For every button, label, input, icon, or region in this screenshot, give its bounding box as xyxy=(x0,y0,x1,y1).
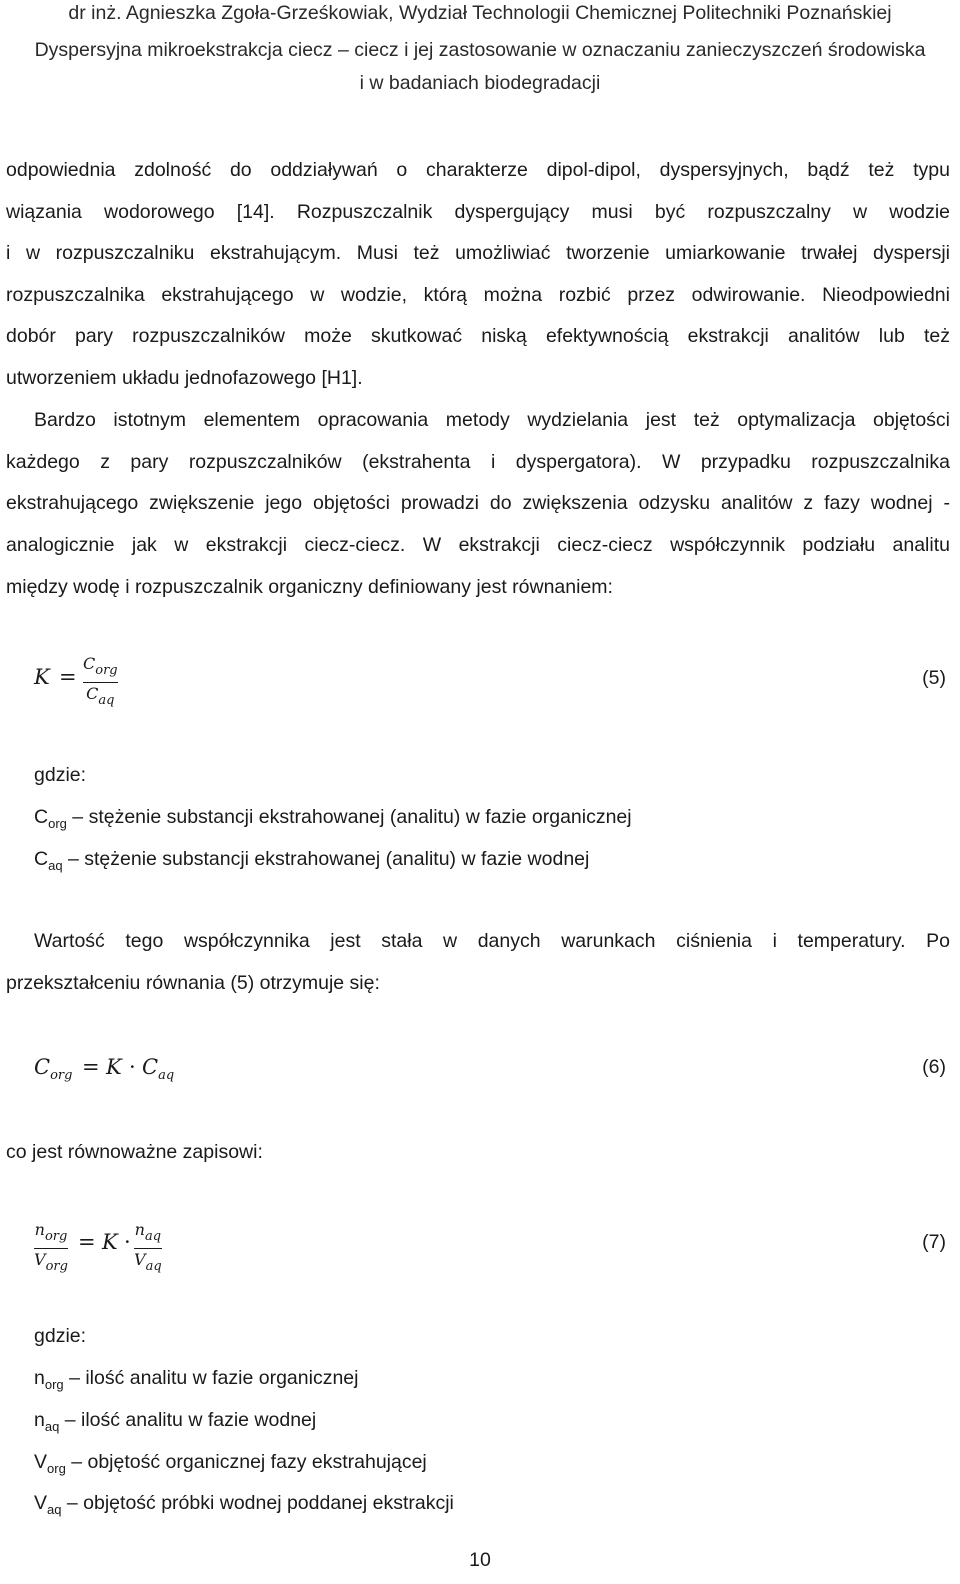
paragraph-line: każdego z pary rozpuszczalników (ekstrahenta i dyspergatora). W przypadku rozpuszczalnika xyxy=(6,451,950,473)
paragraph-line: Bardzo istotnym elementem opracowania metody wydzielania jest też optymalizacja objętości xyxy=(34,409,950,431)
where-label: gdzie: xyxy=(34,764,87,786)
paragraph-line: i w rozpuszczalniku ekstrahującym. Musi też umożliwiać tworzenie umiarkowanie trwałej dyspersji xyxy=(6,242,950,264)
eq5-fraction xyxy=(83,654,118,711)
eq6-lhs: $C_{org}$ xyxy=(34,1055,73,1083)
eq7-dot: · xyxy=(124,1230,131,1254)
equation-number-7: (7) xyxy=(922,1231,946,1253)
eq7-equals: = xyxy=(78,1230,96,1254)
paragraph-line: między wodę i rozpuszczalnik organiczny definiowany jest równaniem: xyxy=(6,576,613,598)
eq5-denominator: $C_{aq}$ xyxy=(86,684,115,708)
eq7-right-fraction: $n_{aq}$ $V_{aq}$ xyxy=(134,1220,162,1274)
fraction-bar xyxy=(34,1248,68,1249)
eq7-left-fraction: $n_{org}$ $V_{org}$ xyxy=(34,1220,68,1274)
paragraph-line: wiązania wodorowego [14]. Rozpuszczalnik dyspergujący musi być rozpuszczalny w wodzie xyxy=(6,201,950,223)
paragraph-line: co jest równoważne zapisowi: xyxy=(6,1141,263,1163)
paragraph-line: dobór pary rozpuszczalników może skutkować niską efektywnością ekstrakcji analitów lub też xyxy=(6,325,950,347)
page-number: 10 xyxy=(469,1549,491,1571)
running-header-title-cont: i w badaniach biodegradacji xyxy=(359,72,601,94)
eq5-numerator: $C_{org}$ xyxy=(83,654,118,678)
running-header-author: dr inż. Agnieszka Zgoła-Grześkowiak, Wydział Technologii Chemicznej Politechniki Poznańskiej xyxy=(68,2,892,24)
eq6-equals: = xyxy=(82,1055,100,1079)
equation-number-6: (6) xyxy=(922,1056,946,1078)
eq6-k: K xyxy=(106,1055,122,1079)
definition-c-org: $C_{org}$ – stężenie substancji ekstrahowanej (analitu) w fazie organicznej xyxy=(34,806,632,831)
where-label: gdzie: xyxy=(34,1325,87,1347)
paragraph-line: utworzeniem układu jednofazowego [H1]. xyxy=(6,367,363,389)
paragraph-line: przekształceniu równania (5) otrzymuje się: xyxy=(6,972,380,994)
fraction-bar xyxy=(83,682,118,683)
fraction-bar xyxy=(134,1248,162,1249)
definition-v-aq: $V_{aq}$ – objętość próbki wodnej poddanej ekstrakcji xyxy=(34,1492,454,1517)
running-header-title: Dyspersyjna mikroekstrakcja ciecz – ciecz i jej zastosowanie w oznaczaniu zanieczyszczeń środowiska xyxy=(34,39,926,61)
eq5-symbol-k: K xyxy=(34,665,50,689)
definition-n-org: $n_{org}$ – ilość analitu w fazie organicznej xyxy=(34,1367,359,1392)
definition-v-org: $V_{org}$ – objętość organicznej fazy ekstrahującej xyxy=(34,1451,427,1476)
equation-number-5: (5) xyxy=(922,667,946,689)
definition-c-aq: $C_{aq}$ – stężenie substancji ekstrahowanej (analitu) w fazie wodnej xyxy=(34,848,590,873)
paragraph-line: odpowiednia zdolność do oddziaływań o charakterze dipol-dipol, dyspersyjnych, bądź też typu xyxy=(6,159,950,181)
eq6-dot: · xyxy=(129,1055,136,1079)
eq6-rhs: $C_{aq}$ xyxy=(142,1055,175,1083)
eq5-equals: = xyxy=(59,665,77,689)
definition-n-aq: $n_{aq}$ – ilość analitu w fazie wodnej xyxy=(34,1409,317,1434)
paragraph-line: rozpuszczalnika ekstrahującego w wodzie, którą można rozbić przez odwirowanie. Nieodpowiedni xyxy=(6,284,950,306)
paragraph-line: analogicznie jak w ekstrakcji ciecz-ciecz. W ekstrakcji ciecz-ciecz współczynnik podziału analitu xyxy=(6,534,950,556)
paragraph-line: Wartość tego współczynnika jest stała w danych warunkach ciśnienia i temperatury. Po xyxy=(34,930,950,952)
eq7-k: K xyxy=(102,1230,118,1254)
paragraph-line: ekstrahującego zwiększenie jego objętości prowadzi do zwiększenia odzysku analitów z fazy wodnej - xyxy=(6,492,950,514)
